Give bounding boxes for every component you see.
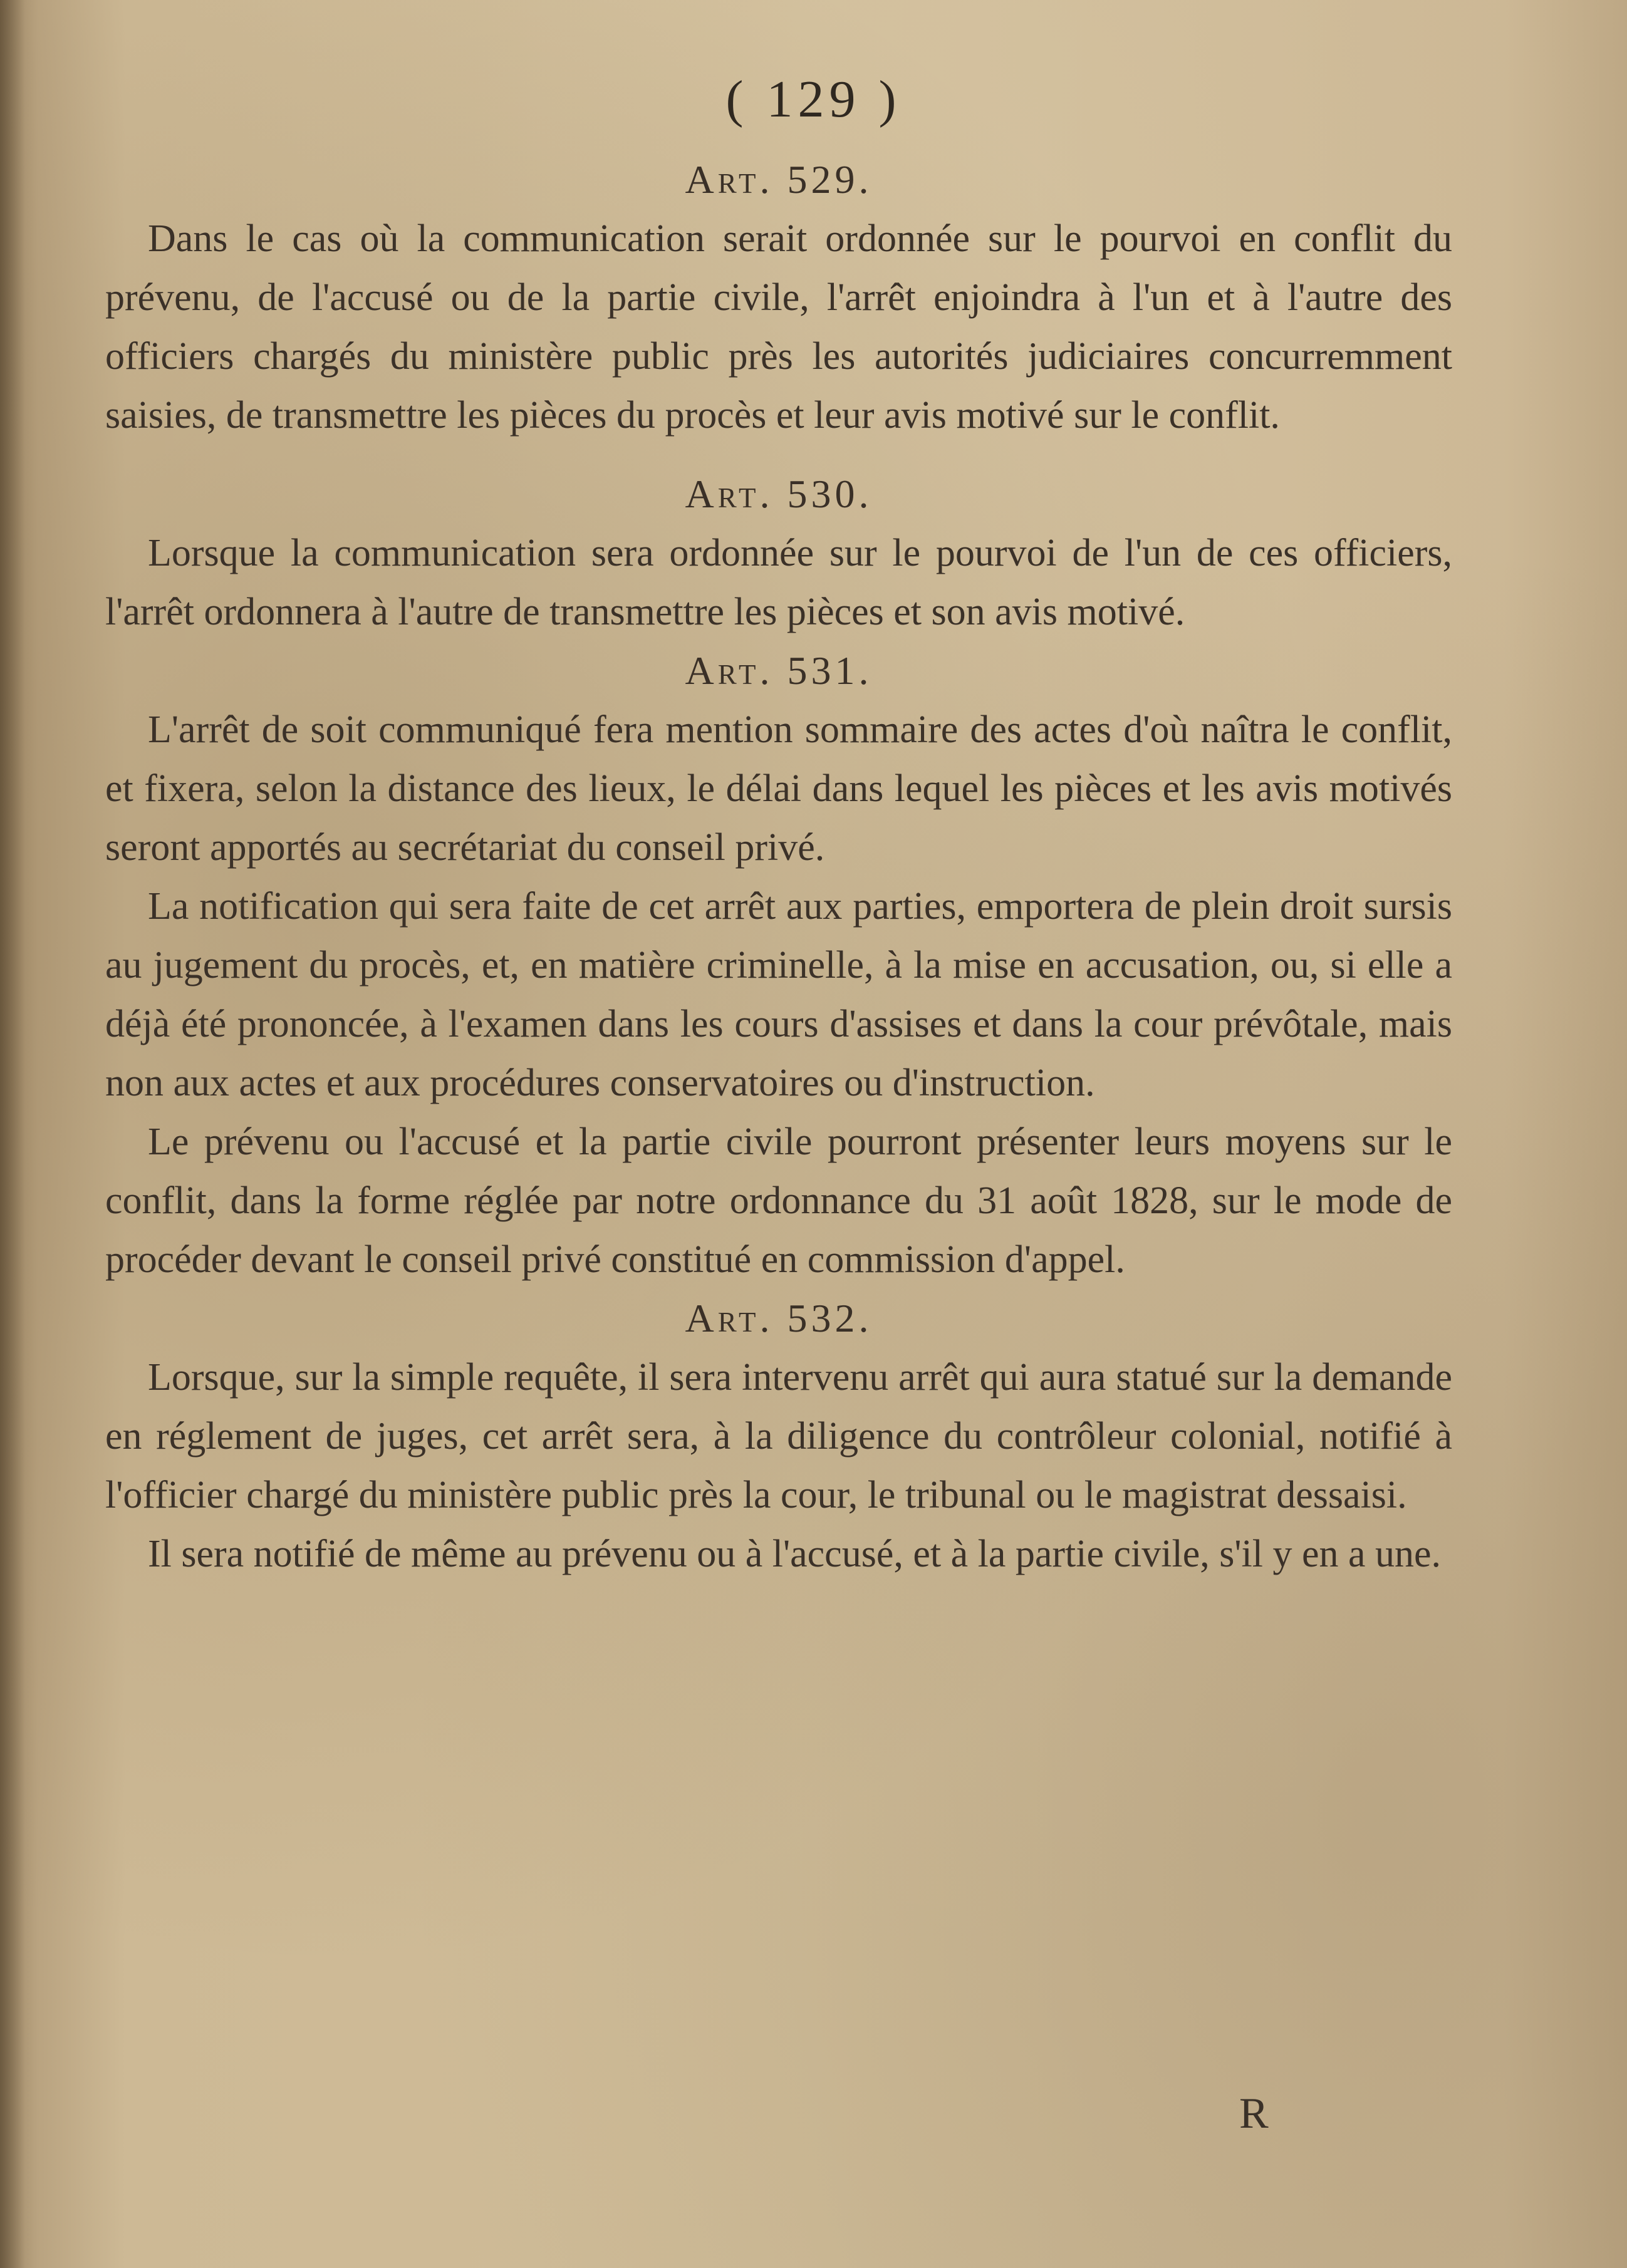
article-heading-530 — [105, 465, 1452, 524]
article-532-paragraph-2: Il sera notifié de même au prévenu ou à l'accusé, et à la partie civile, s'il y en a une. — [148, 1533, 1442, 1575]
article-label: Art. — [685, 157, 774, 202]
article-532-paragraph-1: Lorsque, sur la simple requête, il sera intervenu arrêt qui aura statué sur la demande en réglement de juges, cet arrêt sera, à la diligence du contrôleur colonial, notifié à l'officier chargé du ministère public près la cour, le tribunal ou le magistrat dessaisi. — [105, 1356, 1452, 1516]
article-number: 529. — [787, 157, 873, 202]
article-number: 530. — [787, 472, 873, 516]
article-529-paragraph-1: Dans le cas où la communication serait ordonnée sur le pourvoi en conflit du prévenu, de l'accusé ou de la partie civile, l'arrêt enjoindra à l'un et à l'autre des officiers chargés du ministère public près les autorités judiciaires concurremment saisies, de transmettre les pièces du procès et leur avis motivé sur le conflit. — [105, 217, 1452, 437]
article-531-paragraph-1: L'arrêt de soit communiqué fera mention sommaire des actes d'où naîtra le conflit, et fixera, selon la distance des lieux, le délai dans lequel les pièces et les avis motivés seront apportés au secrétariat du conseil privé. — [105, 708, 1452, 869]
article-label: Art. — [685, 472, 774, 516]
signature-mark: R — [1239, 2089, 1269, 2138]
article-heading-532 — [105, 1289, 1452, 1348]
article-label: Art. — [685, 1296, 774, 1340]
article-530-paragraph-1: Lorsque la communication sera ordonnée sur le pourvoi de l'un de ces officiers, l'arrêt ordonnera à l'autre de transmettre les pièces et son avis motivé. — [105, 532, 1452, 633]
page-edge-shadow — [0, 0, 25, 2268]
article-label: Art. — [685, 648, 774, 693]
article-531-paragraph-2: La notification qui sera faite de cet arrêt aux parties, emportera de plein droit sursis au jugement du procès, et, en matière criminelle, à la mise en accusation, ou, si elle a déjà été prononcée, à l'examen dans les cours d'assises et dans la cour prévôtale, mais non aux actes et aux procédures conservatoires ou d'instruction. — [105, 885, 1452, 1104]
page-number: ( 129 ) — [725, 70, 902, 128]
article-heading-531 — [105, 641, 1452, 700]
article-number: 532. — [787, 1296, 873, 1340]
article-531-paragraph-3: Le prévenu ou l'accusé et la partie civile pourront présenter leurs moyens sur le conflit, dans la forme réglée par notre ordonnance du 31 août 1828, sur le mode de procéder devant le conseil privé constitué en commission d'appel. — [105, 1121, 1452, 1281]
page-body — [105, 150, 1452, 1583]
article-heading-529 — [105, 150, 1452, 209]
article-number: 531. — [787, 648, 873, 693]
